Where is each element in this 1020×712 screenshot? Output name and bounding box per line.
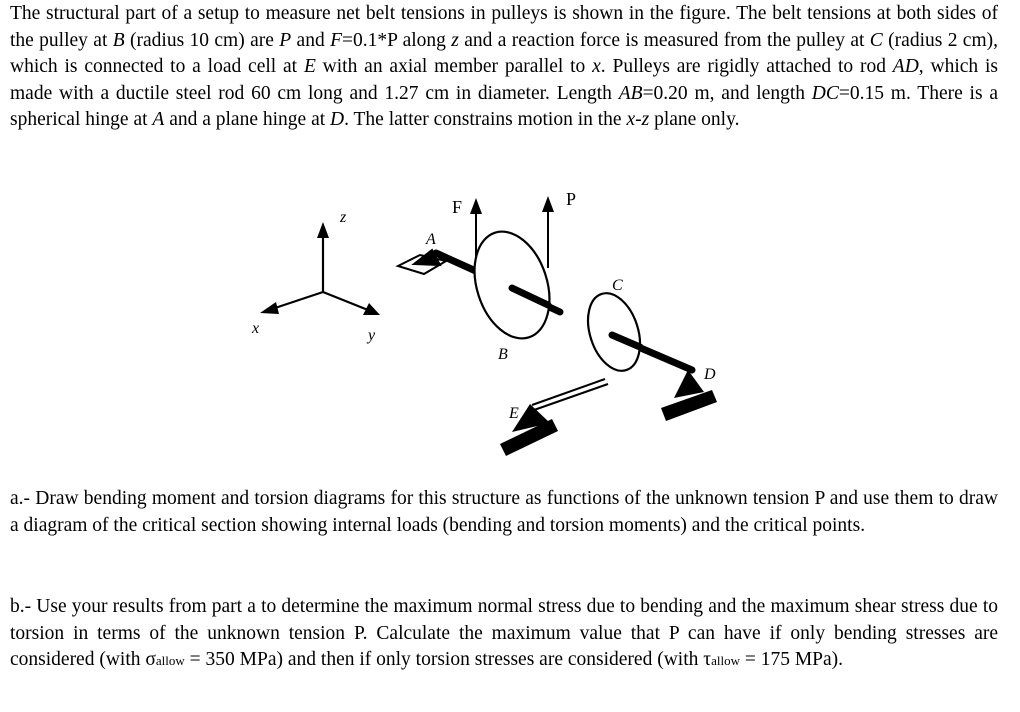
symbol-D: D — [330, 109, 345, 131]
axial-member-to-E — [532, 379, 608, 410]
point-A-label: A — [426, 231, 436, 248]
x-axis-arrowhead — [260, 302, 279, 314]
intro-text-7: with an axial member parallel to — [315, 56, 593, 78]
intro-text-4: =0.1*P along — [341, 29, 452, 51]
axis-z-label: z — [340, 209, 347, 226]
part-b-text-3: = 175 MPa). — [739, 649, 844, 671]
x-axis-line — [272, 292, 323, 309]
symbol-DC: DC — [811, 82, 839, 104]
tension-P-arrowhead — [542, 196, 554, 212]
intro-text-11: =0.15 m. There is a spherical hinge at — [10, 82, 998, 131]
force-F-label: F — [452, 197, 463, 217]
intro-text-8: . Pulleys are rigidly attached to rod — [600, 56, 893, 78]
symbol-x: x — [592, 56, 601, 78]
axial-member-line-2 — [534, 384, 608, 410]
intro-text-13: . The latter constrains motion in the — [344, 109, 627, 131]
tau-symbol: τ — [703, 649, 712, 671]
intro-text-3: and — [291, 29, 331, 51]
intro-text-14: plane only. — [649, 109, 740, 131]
axis-x-label: x — [252, 320, 260, 337]
tau-subscript: allow — [711, 653, 740, 669]
symbol-xz: x-z — [626, 109, 650, 131]
point-B-label: B — [498, 346, 508, 363]
axis-y-label: y — [368, 327, 376, 344]
pulley-C — [579, 287, 649, 378]
force-P-label: P — [566, 189, 577, 209]
point-E-label: E — [509, 405, 519, 422]
intro-text-6: (radius 2 cm), which is connected to a load cell at — [10, 29, 998, 78]
intro-text-10: =0.20 m, and length — [642, 82, 812, 104]
symbol-z: z — [451, 29, 459, 51]
symbol-E: E — [303, 56, 316, 78]
intro-text-9: , which is made with a ductile steel rod 60 cm long and 1.27 cm in diameter. Length — [10, 56, 998, 104]
symbol-P: P — [279, 29, 292, 51]
intro-text-1: The structural part of a setup to measure net belt tensions in pulleys is shown in the figure. The belt tensions at both sides of the pulley at — [10, 3, 998, 51]
question-part-b — [10, 594, 998, 675]
part-b-text-2: = 350 MPa) and then if only torsion stresses are considered (with — [184, 649, 704, 671]
part-b-text-1: b.- Use your results from part a to determine the maximum normal stress due to bending and the maximum shear stress due to torsion in terms of the unknown tension P. Calculate the maximum value that P can have if only bending stresses are considered (with — [10, 596, 998, 671]
symbol-B: B — [112, 29, 125, 51]
support-D-triangle — [674, 370, 704, 398]
coordinate-axes — [260, 222, 380, 315]
axial-member-line-1 — [532, 379, 605, 405]
z-axis-arrowhead — [317, 222, 329, 238]
point-C-label: C — [612, 277, 623, 294]
sigma-symbol: σ — [145, 649, 156, 671]
symbol-AD: AD — [892, 56, 919, 78]
intro-text-2: (radius 10 cm) are — [124, 29, 280, 51]
symbol-F: F — [330, 29, 342, 51]
intro-text-12: and a plane hinge at — [164, 109, 331, 131]
intro-text-5: and a reaction force is measured from the pulley at — [458, 29, 870, 51]
symbol-C: C — [869, 29, 883, 51]
symbol-A: A — [152, 109, 165, 131]
y-axis-line — [323, 292, 368, 310]
pulley-shaft-figure — [230, 178, 750, 468]
problem-statement — [10, 1, 998, 134]
point-D-label: D — [704, 366, 716, 383]
tension-F-arrowhead — [470, 198, 482, 214]
sigma-subscript: allow — [155, 653, 185, 669]
question-part-a: a.- Draw bending moment and torsion diagrams for this structure as functions of the unknown tension P and use them to draw a diagram of the critical section showing internal loads (bending and torsion moments) and the critical points. — [10, 488, 998, 536]
symbol-AB: AB — [618, 82, 643, 104]
